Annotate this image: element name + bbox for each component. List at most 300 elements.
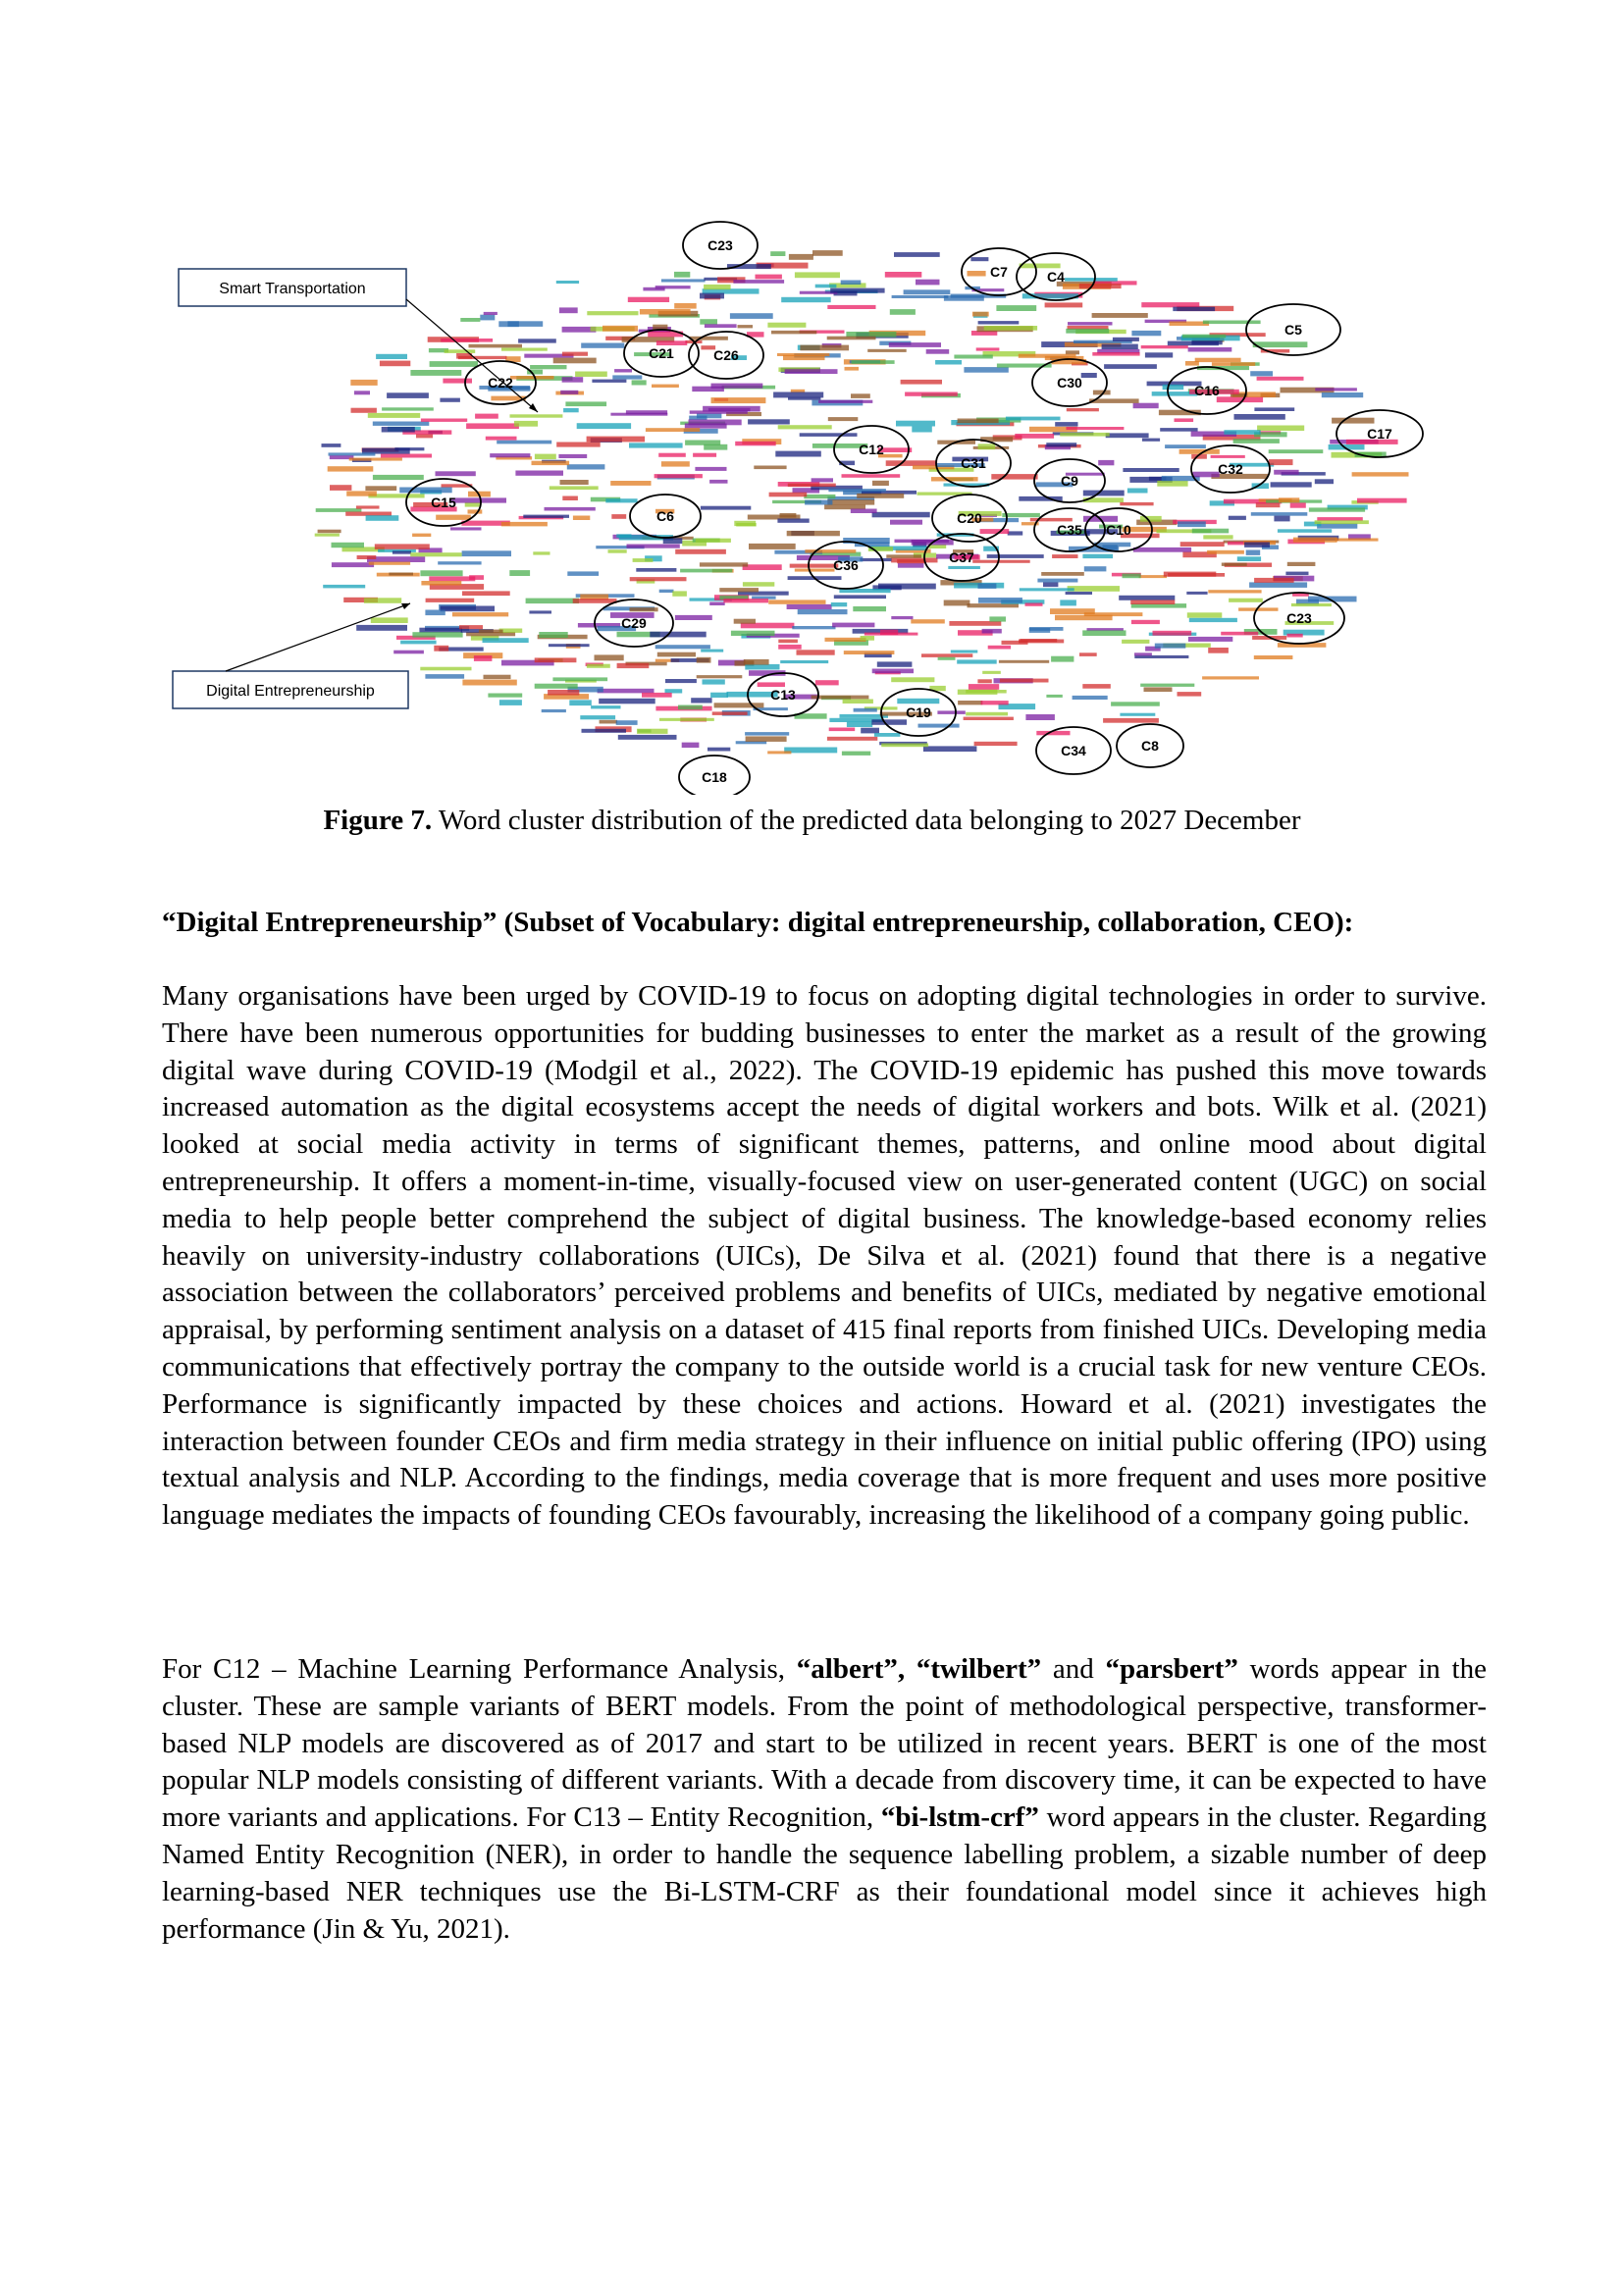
word-mark <box>441 339 493 342</box>
word-mark <box>775 451 821 457</box>
figure-label: Figure 7. <box>323 805 433 836</box>
word-mark <box>889 342 941 347</box>
word-mark <box>587 437 646 443</box>
word-mark <box>558 454 587 458</box>
p2-bold-parsbert: “parsbert” <box>1105 1653 1238 1685</box>
word-cluster-figure <box>167 206 1482 795</box>
word-mark <box>872 669 914 674</box>
word-mark <box>658 453 686 457</box>
word-mark <box>954 355 992 359</box>
word-mark <box>450 497 506 502</box>
word-mark <box>535 657 577 662</box>
word-mark <box>867 349 907 352</box>
word-mark <box>754 466 786 470</box>
word-mark <box>1293 538 1337 543</box>
word-mark <box>1322 392 1363 397</box>
word-mark <box>690 337 728 340</box>
paragraph-digital-entrepreneurship: Many organisations have been urged by COVID-19 to focus on adopting digital technologies in order to survive. There have been numerous opportunities for budding businesses to enter the market as a result of the growing digital wave during COVID-19 (Modgil et al., 2022). The COVID-19 epidemic has pushed this move towards increased automation as the digital ecosystems accept the needs of digital workers and bots. Wilk et al. (2021) looked at social media activity in terms of significant themes, patterns, and online mood about digital entrepreneurship. It offers a moment-in-time, visually-focused view on user-generated content (UGC) on social media to help people better comprehend the subject of digital business. The knowledge-based economy relies heavily on university-industry collaborations (UICs), De Silva et al. (2021) found that there is a negative association between the collaborators’ perceived problems and benefits of UICs, mediated by negative emotional appraisal, by performing sentiment analysis on a dataset of 415 final reports from finished UICs. Developing media communications that effectively portray the company to the outside world is a crucial task for new venture CEOs. Performance is significantly impacted by these choices and actions. Howard et al. (2021) investigates the interaction between founder CEOs and firm media strategy in their influence on initial public offering (IPO) using textual analysis and NLP. According to the findings, media coverage that is more frequent and uses more positive language mediates the impacts of founding CEOs favourably, increasing the likelihood of a company going public. <box>162 980 1487 1532</box>
word-mark <box>419 628 462 633</box>
word-mark <box>1202 676 1259 679</box>
word-mark <box>368 494 424 497</box>
word-mark <box>1274 470 1298 475</box>
word-mark <box>788 397 820 400</box>
word-mark <box>421 581 461 586</box>
word-mark <box>509 570 530 576</box>
word-mark <box>614 369 632 372</box>
word-mark <box>380 361 410 367</box>
cluster-label: C22 <box>488 375 513 391</box>
word-mark <box>981 701 1009 704</box>
word-mark <box>701 650 723 652</box>
word-mark <box>689 420 742 426</box>
word-mark <box>1098 460 1114 465</box>
word-mark <box>357 555 377 559</box>
word-mark <box>581 343 624 348</box>
word-mark <box>703 679 725 684</box>
word-mark <box>393 651 424 654</box>
word-mark <box>891 677 934 682</box>
word-mark <box>937 710 965 714</box>
word-mark <box>1269 449 1324 453</box>
word-mark <box>611 514 626 519</box>
cluster-label: C12 <box>859 442 884 457</box>
word-mark <box>795 272 840 278</box>
word-mark <box>931 477 978 481</box>
word-mark <box>1081 373 1097 378</box>
word-mark <box>591 705 620 708</box>
word-mark <box>872 481 889 486</box>
word-mark <box>982 671 1001 674</box>
word-mark <box>1291 603 1332 606</box>
word-mark <box>851 509 877 514</box>
cluster-c17 <box>1336 410 1423 457</box>
word-mark <box>381 454 432 458</box>
word-mark <box>563 408 579 412</box>
word-mark <box>573 599 617 603</box>
word-mark <box>650 632 706 638</box>
cluster-label: C13 <box>770 687 796 703</box>
word-mark <box>316 508 362 512</box>
word-mark <box>978 321 1020 324</box>
word-mark <box>795 569 835 572</box>
word-mark <box>872 512 930 518</box>
cluster-c23 <box>683 222 758 269</box>
word-mark <box>567 571 599 576</box>
word-mark <box>429 576 475 581</box>
word-mark <box>643 287 664 291</box>
word-mark <box>815 680 839 685</box>
word-mark <box>891 616 913 619</box>
word-mark <box>845 367 860 371</box>
word-mark <box>1191 340 1222 344</box>
word-mark <box>1224 430 1260 435</box>
word-mark <box>966 690 1006 694</box>
word-mark <box>332 543 365 548</box>
word-mark <box>655 474 703 478</box>
word-mark <box>1164 572 1217 577</box>
word-mark <box>532 461 570 465</box>
word-mark <box>951 651 978 653</box>
word-mark <box>874 733 901 737</box>
word-mark <box>861 636 874 641</box>
word-mark <box>441 606 496 612</box>
word-mark <box>843 538 890 544</box>
word-mark <box>746 736 787 742</box>
word-mark <box>459 625 483 629</box>
word-mark <box>1043 582 1058 587</box>
word-mark <box>328 466 374 471</box>
word-mark <box>711 397 766 403</box>
word-mark <box>890 309 916 315</box>
p2-text-d: word appears in the cluster. Regarding Named Entity Recognition (NER), in order to handle the sequence labelling problem, a sizable number of deep learning-based NER techniques use the Bi-LSTM-CRF as their foundational model since it achieves high performance (Jin & Yu, 2021). <box>162 1801 1487 1945</box>
word-mark <box>926 349 950 354</box>
cluster-label: C5 <box>1284 322 1302 338</box>
word-mark <box>828 417 859 421</box>
p2-bold-bilstm: “bi-lstm-crf” <box>880 1801 1039 1834</box>
word-mark <box>659 590 674 593</box>
word-mark <box>871 719 907 725</box>
word-mark <box>1155 644 1186 649</box>
word-mark <box>1332 418 1374 424</box>
word-mark <box>1066 350 1079 354</box>
word-mark <box>785 369 838 374</box>
cluster-c30 <box>1032 359 1107 406</box>
word-mark <box>1141 302 1199 307</box>
word-mark <box>1315 520 1369 524</box>
word-mark <box>743 582 774 587</box>
word-mark <box>526 599 579 604</box>
word-mark <box>680 569 732 573</box>
word-mark <box>1025 714 1055 720</box>
word-mark <box>1160 428 1197 432</box>
word-mark <box>744 659 769 665</box>
word-mark <box>972 312 989 317</box>
word-mark <box>556 281 579 284</box>
word-mark <box>1269 459 1293 465</box>
word-mark <box>1287 562 1316 566</box>
word-mark <box>556 443 601 447</box>
word-mark <box>646 428 700 432</box>
word-mark <box>778 645 802 650</box>
word-mark <box>1188 347 1232 352</box>
word-mark <box>1208 648 1229 653</box>
word-mark <box>1187 612 1223 617</box>
word-mark <box>748 419 790 424</box>
word-mark <box>935 360 962 365</box>
word-mark <box>678 705 703 710</box>
cluster-label: C29 <box>621 615 647 631</box>
word-mark <box>966 712 1008 716</box>
word-mark <box>1182 335 1226 339</box>
word-mark <box>1157 481 1187 487</box>
word-mark <box>964 367 1008 373</box>
word-mark <box>630 577 687 581</box>
word-mark <box>1066 329 1109 334</box>
word-mark <box>365 486 396 491</box>
word-mark <box>989 616 1006 621</box>
word-mark <box>652 385 679 388</box>
word-mark <box>469 344 523 348</box>
word-mark <box>1315 479 1334 484</box>
word-mark <box>1189 618 1237 622</box>
word-mark <box>1131 331 1161 336</box>
word-mark <box>465 502 482 507</box>
word-mark <box>1104 364 1157 369</box>
word-mark <box>1082 630 1126 636</box>
word-mark <box>812 696 869 700</box>
word-mark <box>832 623 874 628</box>
word-mark <box>734 619 756 624</box>
word-mark <box>661 461 690 466</box>
word-mark <box>1102 344 1138 349</box>
cluster-label: C36 <box>833 557 859 573</box>
word-mark <box>788 484 836 488</box>
p2-text-c: words appear in the cluster. These are sample variants of BERT models. From the point of methodological perspective, transformer-based NLP models are discovered as of 2017 and start to be utilized in recent years. BERT is one of the most popular NLP models consisting of different variants. With a decade from discovery time, it can be expected to have more variants and applications. For C13 – Entity Recognition, <box>162 1653 1487 1834</box>
word-mark <box>769 493 808 497</box>
word-mark <box>438 561 481 564</box>
word-mark <box>575 372 607 378</box>
word-mark <box>548 690 579 696</box>
word-mark <box>784 748 837 754</box>
cluster-label: C30 <box>1057 375 1082 391</box>
word-mark <box>630 607 658 611</box>
word-mark <box>1073 696 1108 700</box>
word-mark <box>1113 338 1139 341</box>
word-mark <box>659 718 714 721</box>
word-mark <box>1188 637 1232 642</box>
word-mark <box>1212 362 1255 366</box>
word-mark <box>797 650 835 654</box>
word-mark <box>545 507 596 511</box>
word-mark <box>610 481 651 486</box>
word-mark <box>825 638 866 642</box>
word-mark <box>315 534 340 537</box>
word-mark <box>1084 566 1107 571</box>
word-mark <box>1193 472 1220 478</box>
word-mark <box>984 326 1037 331</box>
word-mark <box>733 280 784 284</box>
word-mark <box>1052 554 1077 558</box>
word-mark <box>695 467 726 471</box>
word-mark <box>1133 548 1191 552</box>
cluster-label: C34 <box>1061 743 1086 758</box>
word-mark <box>777 519 809 523</box>
word-mark <box>350 380 377 386</box>
word-mark <box>1067 408 1099 411</box>
word-mark <box>550 486 599 490</box>
word-mark <box>700 562 748 566</box>
word-mark <box>595 654 624 660</box>
word-mark <box>479 630 503 634</box>
word-mark <box>535 454 556 460</box>
word-mark <box>730 313 773 319</box>
word-mark <box>1254 407 1294 411</box>
word-mark <box>1250 371 1273 376</box>
word-mark <box>371 617 408 623</box>
word-mark <box>1133 403 1159 409</box>
word-mark <box>783 355 825 360</box>
word-mark <box>898 563 924 568</box>
word-mark <box>767 323 806 328</box>
word-mark <box>1065 278 1118 282</box>
word-mark <box>600 720 618 724</box>
word-mark <box>1192 529 1229 534</box>
p2-text-a: For C12 – Machine Learning Performance Analysis, <box>162 1653 797 1685</box>
word-mark <box>345 512 392 516</box>
word-mark <box>1020 639 1057 642</box>
word-mark <box>518 339 556 342</box>
cluster-label: C10 <box>1106 522 1131 538</box>
word-mark <box>852 360 895 364</box>
word-mark <box>1315 388 1357 391</box>
word-mark <box>905 392 958 396</box>
word-mark <box>1092 313 1148 318</box>
word-mark <box>958 701 982 704</box>
word-mark <box>923 746 977 752</box>
word-mark <box>484 312 498 315</box>
word-mark <box>991 474 1037 480</box>
word-mark <box>332 562 374 567</box>
word-mark <box>1229 516 1246 520</box>
word-mark <box>886 460 937 466</box>
word-mark <box>1142 439 1160 442</box>
word-mark <box>854 708 877 712</box>
cluster-label: C4 <box>1047 269 1065 285</box>
word-mark <box>475 414 498 419</box>
word-mark <box>1060 433 1110 437</box>
word-mark <box>488 694 522 698</box>
word-mark <box>1207 550 1244 554</box>
word-mark <box>685 441 720 445</box>
word-mark <box>978 443 996 449</box>
word-mark <box>1002 513 1040 517</box>
word-mark <box>1317 517 1363 521</box>
word-mark <box>1139 575 1168 578</box>
word-mark <box>1068 322 1113 325</box>
section-heading: “Digital Entrepreneurship” (Subset of Vocabulary: digital entrepreneurship, collaboration, CEO): <box>162 907 1354 938</box>
word-mark <box>987 554 1044 558</box>
word-mark <box>968 603 1020 607</box>
word-mark <box>1130 600 1175 605</box>
cluster-label: C35 <box>1057 522 1082 538</box>
word-mark <box>780 660 828 663</box>
word-mark <box>767 751 791 754</box>
word-mark <box>861 728 879 734</box>
word-mark <box>443 379 472 384</box>
word-mark <box>977 679 991 683</box>
word-mark <box>897 699 939 704</box>
word-mark <box>425 610 445 616</box>
digital-entrepreneurship-label: Digital Entrepreneurship <box>206 683 375 700</box>
word-mark <box>1186 592 1207 595</box>
word-mark <box>440 398 460 402</box>
word-mark <box>834 595 886 599</box>
word-mark <box>682 743 700 748</box>
word-mark <box>535 684 578 689</box>
word-mark <box>918 724 960 728</box>
word-mark <box>878 584 936 590</box>
word-mark <box>366 515 399 521</box>
word-mark <box>364 598 401 603</box>
word-mark <box>712 711 748 715</box>
word-mark <box>562 377 584 383</box>
word-mark <box>804 495 835 498</box>
word-mark <box>637 729 667 734</box>
word-mark <box>827 499 874 504</box>
word-mark <box>800 345 849 351</box>
word-mark <box>1127 489 1148 494</box>
word-mark <box>707 748 730 752</box>
word-mark <box>957 659 997 663</box>
word-cloud-texture <box>315 250 1409 756</box>
word-mark <box>692 387 724 391</box>
word-mark <box>778 425 832 429</box>
word-mark <box>616 720 638 725</box>
word-mark <box>1165 444 1206 448</box>
word-mark <box>1131 620 1160 624</box>
word-mark <box>704 285 731 289</box>
word-mark <box>1094 543 1130 548</box>
word-mark <box>1120 713 1155 716</box>
word-mark <box>582 729 627 733</box>
cluster-label: C17 <box>1367 426 1392 442</box>
word-mark <box>1140 516 1162 522</box>
word-mark <box>999 660 1049 663</box>
word-mark <box>530 365 566 369</box>
word-mark <box>462 591 510 596</box>
word-mark <box>354 391 370 394</box>
word-mark <box>1336 539 1379 542</box>
cluster-c18 <box>679 756 750 795</box>
word-mark <box>628 297 669 302</box>
word-mark <box>1106 433 1149 438</box>
word-mark <box>1222 563 1247 566</box>
word-mark <box>1290 502 1306 507</box>
word-mark <box>490 453 530 457</box>
word-mark <box>697 657 711 663</box>
word-mark <box>827 737 877 741</box>
word-mark <box>1144 687 1173 692</box>
word-mark <box>894 252 940 257</box>
word-mark <box>921 653 972 657</box>
word-mark <box>881 744 928 748</box>
word-mark <box>1141 345 1188 348</box>
digital-entrepreneurship-pointer <box>226 603 410 671</box>
word-mark <box>1179 449 1220 454</box>
word-mark <box>1178 521 1206 527</box>
word-mark <box>460 318 480 322</box>
word-mark <box>553 358 597 364</box>
word-mark <box>1180 542 1225 547</box>
word-mark <box>842 752 870 756</box>
figure-caption-text: Word cluster distribution of the predicted data belonging to 2027 December <box>432 805 1301 836</box>
word-mark <box>877 661 913 666</box>
word-mark <box>410 552 461 556</box>
word-mark <box>745 732 789 736</box>
word-mark <box>1083 491 1125 496</box>
word-mark <box>642 693 672 698</box>
word-mark <box>948 566 980 569</box>
word-mark <box>598 689 655 694</box>
word-mark <box>529 610 551 613</box>
word-mark <box>970 257 988 261</box>
word-mark <box>410 370 461 376</box>
word-mark <box>436 471 476 476</box>
word-mark <box>421 419 467 422</box>
word-mark <box>1045 302 1083 307</box>
word-mark <box>781 297 831 302</box>
word-mark <box>968 271 986 277</box>
